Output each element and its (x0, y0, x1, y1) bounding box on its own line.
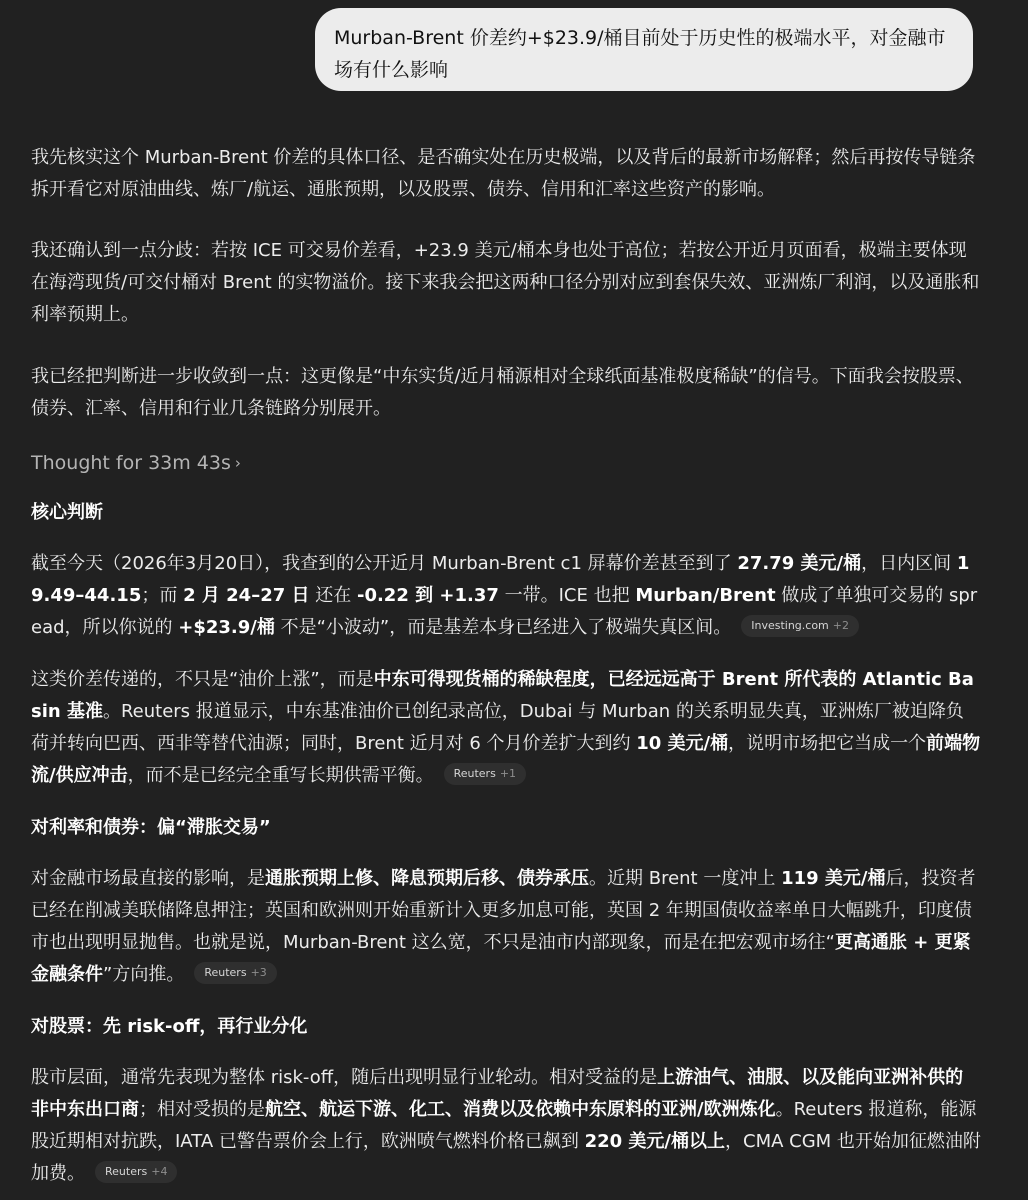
bold-run: 前端物流/供应冲击 (31, 733, 981, 786)
text-run: 截至今天（2026年3月20日），我查到的公开近月 Murban-Brent c1 屏幕价差甚至到了 (31, 553, 738, 574)
text-run: ，日内区间 (861, 553, 957, 574)
source-chip-count: +4 (151, 1165, 168, 1178)
equity-paragraph (31, 1062, 981, 1190)
bold-run: 通胀预期上修、降息预期后移、债券承压 (265, 868, 589, 889)
thought-toggle[interactable] (31, 447, 241, 480)
bold-run: +$23.9/桶 (178, 617, 275, 638)
assistant-intro-paragraph: 我已经把判断进一步收敛到一点：这更像是“中东实货/近月桶源相对全球纸面基准极度稀缺”的信号。下面我会按股票、债券、汇率、信用和行业几条链路分别展开。 (31, 366, 974, 419)
source-chip[interactable] (741, 615, 859, 637)
text-run: 不是“小波动”，而是基差本身已经进入了极端失真区间。 (274, 617, 732, 638)
text-run: 。Reuters 报道显示，中东基准油价已创纪录高位，Dubai 与 Murban 的关系明显失真，亚洲炼厂被迫降负荷并转向巴西、西非等替代油源；同时，Brent 近月对 6 个月价差扩大到约 (31, 701, 964, 754)
core-paragraph-1 (31, 548, 981, 644)
chevron-right-icon: › (234, 454, 241, 472)
text-run: ，CMA CGM 也开始加征燃油附加费。 (31, 1131, 981, 1184)
bold-run: 2 月 24–27 日 (183, 585, 310, 606)
bold-run: 119 美元/桶 (781, 868, 886, 889)
bold-run: -0.22 到 +1.37 (356, 585, 499, 606)
text-run: ；而 (141, 585, 184, 606)
thought-label: Thought for 33m 43s (31, 452, 231, 474)
text-run: ”方向推。 (103, 964, 185, 985)
user-message-text: Murban-Brent 价差约+$23.9/桶目前处于历史性的极端水平，对金融市场有什么影响 (334, 27, 946, 81)
text-run: 后，投资者已经在削减美联储降息押注；英国和欧洲则开始重新计入更多加息可能，英国 2 年期国债收益率单日大幅跳升，印度债市也出现明显抛售。也就是说，Murban-Brent 这么宽，不只是油市内部现象，而是在把宏观市场往“ (31, 868, 976, 953)
source-chip[interactable] (444, 763, 526, 785)
bold-run: Murban/Brent (635, 585, 776, 606)
bold-run: 10 美元/桶 (636, 733, 729, 754)
source-chip-name: Reuters (105, 1165, 148, 1178)
source-chip-name: Investing.com (751, 619, 829, 632)
text-run: 对金融市场最直接的影响，是 (31, 868, 265, 889)
bold-run: 中东可得现货桶的稀缺程度，已经远远高于 Brent 所代表的 Atlantic Basin 基准 (31, 669, 974, 722)
bold-run: 航空、航运下游、化工、消费以及依赖中东原料的亚洲/欧洲炼化 (265, 1099, 776, 1120)
source-chip[interactable] (194, 962, 276, 984)
bold-run: 上游油气、油服、以及能向亚洲补供的非中东出口商 (31, 1067, 964, 1120)
assistant-intro-paragraph: 我还确认到一点分歧：若按 ICE 可交易价差看，+23.9 美元/桶本身也处于高位；若按公开近月页面看，极端主要体现在海湾现货/可交付桶对 Brent 的实物溢价。接下来我会把这两种口径分别对应到套保失效、亚洲炼厂利润，以及通胀和利率预期上。 (31, 240, 980, 325)
text-run: 一带。ICE 也把 (498, 585, 636, 606)
text-run: 做成了单独可交易的 spread，所以你说的 (31, 585, 978, 638)
core-paragraph-2 (31, 664, 981, 792)
source-chip-count: +1 (499, 767, 517, 780)
text-run: 这类价差传递的，不只是“油价上涨”，而是 (31, 669, 374, 690)
source-chip[interactable] (95, 1161, 177, 1183)
section-heading-rates: 对利率和债券：偏“滞胀交易” (31, 817, 271, 838)
bold-run: 27.79 美元/桶 (737, 553, 862, 574)
bold-run: 220 美元/桶以上 (584, 1131, 725, 1152)
text-run: 。近期 Brent 一度冲上 (589, 868, 782, 889)
text-run: 还在 (309, 585, 357, 606)
assistant-intro-paragraph: 我先核实这个 Murban-Brent 价差的具体口径、是否确实处在历史极端，以及背后的最新市场解释；然后再按传导链条拆开看它对原油曲线、炼厂/航运、通胀预期，以及股票、债券、信用和汇率这些资产的影响。 (31, 147, 976, 200)
text-run: 股市层面，通常先表现为整体 risk-off，随后出现明显行业轮动。相对受益的是 (31, 1067, 658, 1088)
source-chip-name: Reuters (204, 966, 247, 979)
bold-run: 更高通胀 + 更紧金融条件 (31, 932, 971, 985)
text-run: ，说明市场把它当成一个 (728, 733, 927, 754)
user-message-bubble (315, 8, 973, 91)
section-heading-equity: 对股票：先 risk-off，再行业分化 (31, 1016, 308, 1037)
section-heading-core: 核心判断 (31, 502, 103, 523)
text-run: ；相对受损的是 (139, 1099, 265, 1120)
bold-run: 19.49–44.15 (31, 553, 970, 606)
text-run: ，而不是已经完全重写长期供需平衡。 (127, 765, 434, 786)
source-chip-name: Reuters (453, 767, 496, 780)
text-run: 。Reuters 报道称，能源股近期相对抗跌，IATA 已警告票价会上行，欧洲喷气燃料价格已飙到 (31, 1099, 977, 1152)
source-chip-count: +2 (832, 619, 849, 632)
rates-paragraph (31, 863, 981, 991)
source-chip-count: +3 (250, 966, 267, 979)
